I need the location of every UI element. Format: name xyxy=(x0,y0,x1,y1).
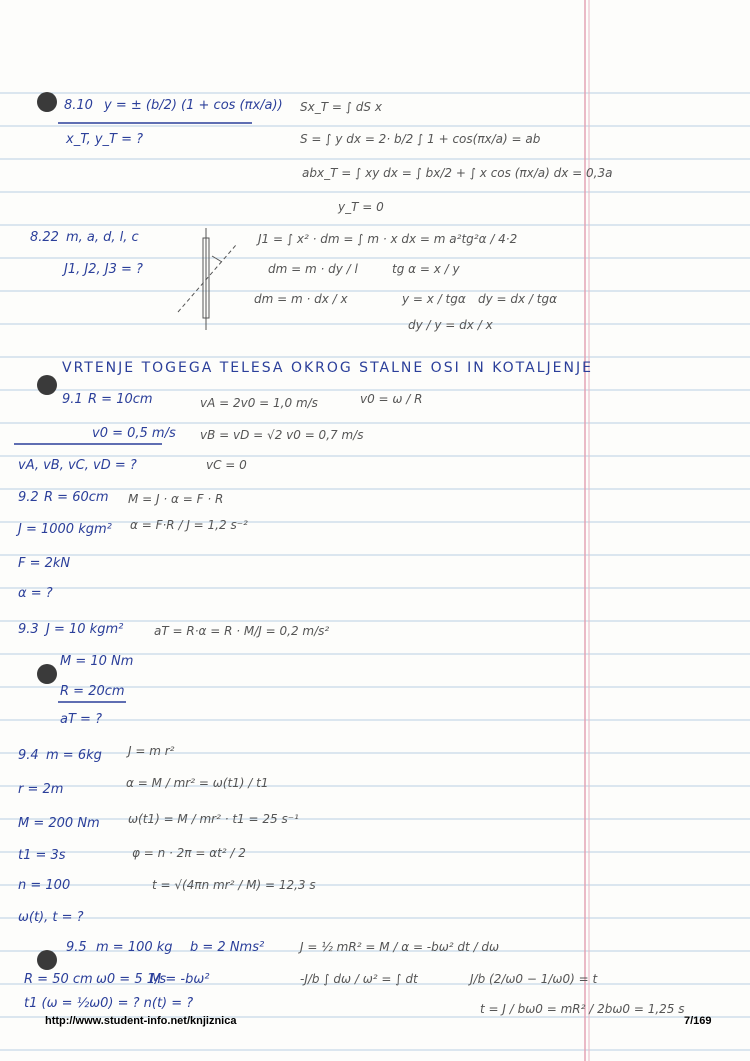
problem-9-1-work-2: v0 = ω / R xyxy=(360,392,423,406)
problem-9-5-given-1: m = 100 kg xyxy=(96,940,173,955)
problem-9-5-given-5: M = -bω² xyxy=(150,972,210,987)
problem-9-4-work-1: J = m r² xyxy=(128,744,175,758)
problem-8-22-work-5: y = x / tgα xyxy=(402,292,466,306)
problem-9-1-work-4: vC = 0 xyxy=(206,458,247,472)
problem-8-22-given: m, a, d, l, c xyxy=(66,230,139,245)
problem-9-2-work-1: M = J · α = F · R xyxy=(128,492,224,506)
problem-9-5-label: 9.5 xyxy=(66,940,87,955)
problem-9-5-work-3: J/b (2/ω0 − 1/ω0) = t xyxy=(470,972,598,986)
footer-url[interactable]: http://www.student-info.net/knjiznica xyxy=(45,1015,237,1027)
problem-8-22-work-4: dm = m · dx / x xyxy=(254,292,348,306)
problem-9-5-given-2: b = 2 Nms² xyxy=(190,940,265,955)
problem-9-1-given-1: R = 10cm xyxy=(88,392,153,407)
problem-9-4-given-5: n = 100 xyxy=(18,878,71,893)
problem-8-10-label: 8.10 xyxy=(64,98,93,113)
problem-9-4-work-5: t = √(4πn mr² / M) = 12,3 s xyxy=(152,878,316,892)
problem-9-5-work-4: t = J / bω0 = mR² / 2bω0 = 1,25 s xyxy=(480,1002,685,1016)
problem-9-1-work-3: vB = vD = √2 v0 = 0,7 m/s xyxy=(200,428,364,442)
problem-9-1-work-1: vA = 2v0 = 1,0 m/s xyxy=(200,396,318,410)
problem-8-22-work-7: dy / y = dx / x xyxy=(408,318,493,332)
problem-9-2-label: 9.2 xyxy=(18,490,39,505)
problem-9-2-given-3: F = 2kN xyxy=(18,556,71,571)
problem-8-22-label: 8.22 xyxy=(30,230,59,245)
problem-8-22-work-3: tg α = x / y xyxy=(392,262,460,276)
problem-9-4-work-3: ω(t1) = M / mr² · t1 = 25 s⁻¹ xyxy=(128,812,299,826)
page-number: 7/169 xyxy=(684,1015,712,1027)
problem-9-4-work-4: φ = n · 2π = αt² / 2 xyxy=(132,846,246,860)
problem-9-2-find: α = ? xyxy=(18,586,53,601)
problem-9-2-given-1: R = 60cm xyxy=(44,490,109,505)
problem-9-2-given-2: J = 1000 kgm² xyxy=(18,522,112,537)
problem-9-3-given-1: J = 10 kgm² xyxy=(46,622,124,637)
problem-9-3-work-1: aT = R·α = R · M/J = 0,2 m/s² xyxy=(154,624,330,638)
problem-8-10-given: y = ± (b/2) (1 + cos (πx/a)) xyxy=(104,98,283,113)
problem-9-4-given-2: r = 2m xyxy=(18,782,64,797)
problem-9-3-label: 9.3 xyxy=(18,622,39,637)
problem-9-1-label: 9.1 xyxy=(62,392,83,407)
problem-9-2-work-2: α = F·R / J = 1,2 s⁻² xyxy=(130,518,248,532)
problem-8-10-work-3: abx_T = ∫ xy dx = ∫ bx/2 + ∫ x cos (πx/a) dx = 0,3a xyxy=(302,166,613,180)
problem-9-5-given-3: R = 50 cm xyxy=(24,972,93,987)
binder-hole-3 xyxy=(37,664,57,684)
problem-9-4-given-4: t1 = 3s xyxy=(18,848,66,863)
problem-8-22-find: J1, J2, J3 = ? xyxy=(64,262,143,277)
binder-hole-2 xyxy=(37,375,57,395)
problem-9-5-given-4: ω0 = 5 1/s xyxy=(96,972,167,987)
problem-8-10-work-1: Sx_T = ∫ dS x xyxy=(300,100,382,114)
problem-9-1-find: vA, vB, vC, vD = ? xyxy=(18,458,137,473)
problem-9-1-given-2: v0 = 0,5 m/s xyxy=(92,426,176,441)
problem-9-4-given-1: m = 6kg xyxy=(46,748,102,763)
binder-hole-4 xyxy=(37,950,57,970)
problem-8-10-work-4: y_T = 0 xyxy=(338,200,384,214)
problem-8-10-find: x_T, y_T = ? xyxy=(66,132,144,147)
problem-9-4-find: ω(t), t = ? xyxy=(18,910,84,925)
problem-9-4-work-2: α = M / mr² = ω(t1) / t1 xyxy=(126,776,269,790)
problem-9-5-work-1: J = ½ mR² = M / α = -bω² dt / dω xyxy=(300,940,500,954)
problem-8-22-work-1: J1 = ∫ x² · dm = ∫ m · x dx = m a²tg²α / 4·2 xyxy=(258,232,518,246)
problem-8-10-work-2: S = ∫ y dx = 2· b/2 ∫ 1 + cos(πx/a) = ab xyxy=(300,132,541,146)
problem-9-3-given-3: R = 20cm xyxy=(60,684,125,699)
problem-9-4-label: 9.4 xyxy=(18,748,39,763)
problem-9-3-find: aT = ? xyxy=(60,712,102,727)
problem-8-22-work-2: dm = m · dy / l xyxy=(268,262,358,276)
binder-hole-1 xyxy=(37,92,57,112)
problem-8-22-work-6: dy = dx / tgα xyxy=(478,292,558,306)
section-title: VRTENJE TOGEGA TELESA OKROG STALNE OSI IN KOTALJENJE xyxy=(62,360,593,376)
problem-9-5-work-2: -J/b ∫ dω / ω² = ∫ dt xyxy=(300,972,418,986)
problem-9-4-given-3: M = 200 Nm xyxy=(18,816,100,831)
problem-9-5-find: t1 (ω = ½ω0) = ? n(t) = ? xyxy=(24,996,194,1011)
problem-9-3-given-2: M = 10 Nm xyxy=(60,654,134,669)
